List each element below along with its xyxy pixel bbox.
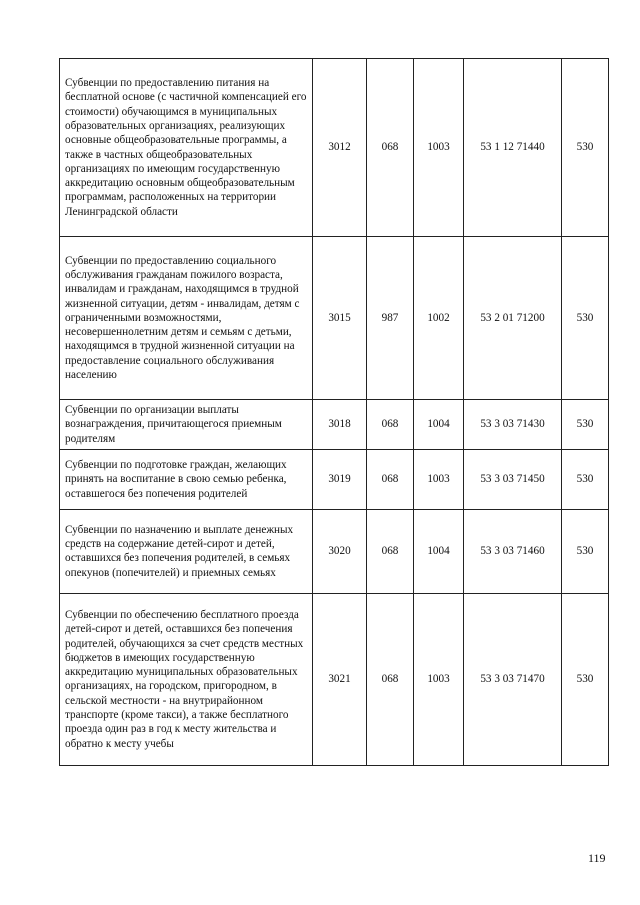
table-row xyxy=(60,400,609,450)
row-grbs: 068 xyxy=(367,593,414,765)
row-code: 3021 xyxy=(313,593,367,765)
row-type: 530 xyxy=(562,59,609,237)
row-code: 3012 xyxy=(313,59,367,237)
row-type: 530 xyxy=(562,400,609,450)
row-section: 1004 xyxy=(414,400,464,450)
row-section: 1003 xyxy=(414,449,464,509)
row-description: Субвенции по назначению и выплате денежных средств на содержание детей-сирот и детей, оставшихся без попечения родителей, в семьях опекунов (попечителей) и приемных семьях xyxy=(60,509,313,593)
row-target: 53 2 01 71200 xyxy=(464,237,562,400)
row-target: 53 3 03 71460 xyxy=(464,509,562,593)
row-type: 530 xyxy=(562,593,609,765)
row-description: Субвенции по предоставлению социального обслуживания гражданам пожилого возраста, инвалидам и гражданам, находящимся в трудной жизненной ситуации, детям - инвалидам, детям с ограниченными возможностями, несовершеннолетним детям и семьям с детьми, находящимся в трудной жизненной ситуации на предоставление социального обслуживания населению xyxy=(60,237,313,400)
row-section: 1004 xyxy=(414,509,464,593)
row-grbs: 068 xyxy=(367,400,414,450)
row-type: 530 xyxy=(562,509,609,593)
page-number: 119 xyxy=(588,851,606,865)
table-row xyxy=(60,509,609,593)
row-grbs: 068 xyxy=(367,59,414,237)
row-type: 530 xyxy=(562,449,609,509)
row-code: 3019 xyxy=(313,449,367,509)
row-description: Субвенции по подготовке граждан, желающих принять на воспитание в свою семью ребенка, оставшегося без попечения родителей xyxy=(60,449,313,509)
row-target: 53 3 03 71450 xyxy=(464,449,562,509)
table-row xyxy=(60,237,609,400)
row-grbs: 987 xyxy=(367,237,414,400)
row-description: Субвенции по организации выплаты вознаграждения, причитающегося приемным родителям xyxy=(60,400,313,450)
row-description: Субвенции по предоставлению питания на бесплатной основе (с частичной компенсацией его стоимости) обучающимся в муниципальных образовательных организациях, реализующих основные общеобразовательные программы, а также в частных общеобразовательных организациях по имеющим государственную аккредитацию основным общеобразовательным программам, расположенных на территории Ленинградской области xyxy=(60,59,313,237)
subvention-table xyxy=(59,58,609,766)
row-description: Субвенции по обеспечению бесплатного проезда детей-сирот и детей, оставшихся без попечения родителей, обучающихся за счет средств местных бюджетов в имеющих государственную аккредитацию муниципальных образовательных организациях, на городском, пригородном, в сельской местности - на внутрирайонном транспорте (кроме такси), а также бесплатного проезда один раз в год к месту жительства и обратно к месту учебы xyxy=(60,593,313,765)
row-target: 53 3 03 71430 xyxy=(464,400,562,450)
row-target: 53 3 03 71470 xyxy=(464,593,562,765)
row-grbs: 068 xyxy=(367,449,414,509)
row-code: 3020 xyxy=(313,509,367,593)
row-code: 3018 xyxy=(313,400,367,450)
row-code: 3015 xyxy=(313,237,367,400)
table-row xyxy=(60,593,609,765)
row-section: 1002 xyxy=(414,237,464,400)
table-row xyxy=(60,449,609,509)
row-section: 1003 xyxy=(414,593,464,765)
row-target: 53 1 12 71440 xyxy=(464,59,562,237)
row-grbs: 068 xyxy=(367,509,414,593)
row-section: 1003 xyxy=(414,59,464,237)
row-type: 530 xyxy=(562,237,609,400)
table-row xyxy=(60,59,609,237)
